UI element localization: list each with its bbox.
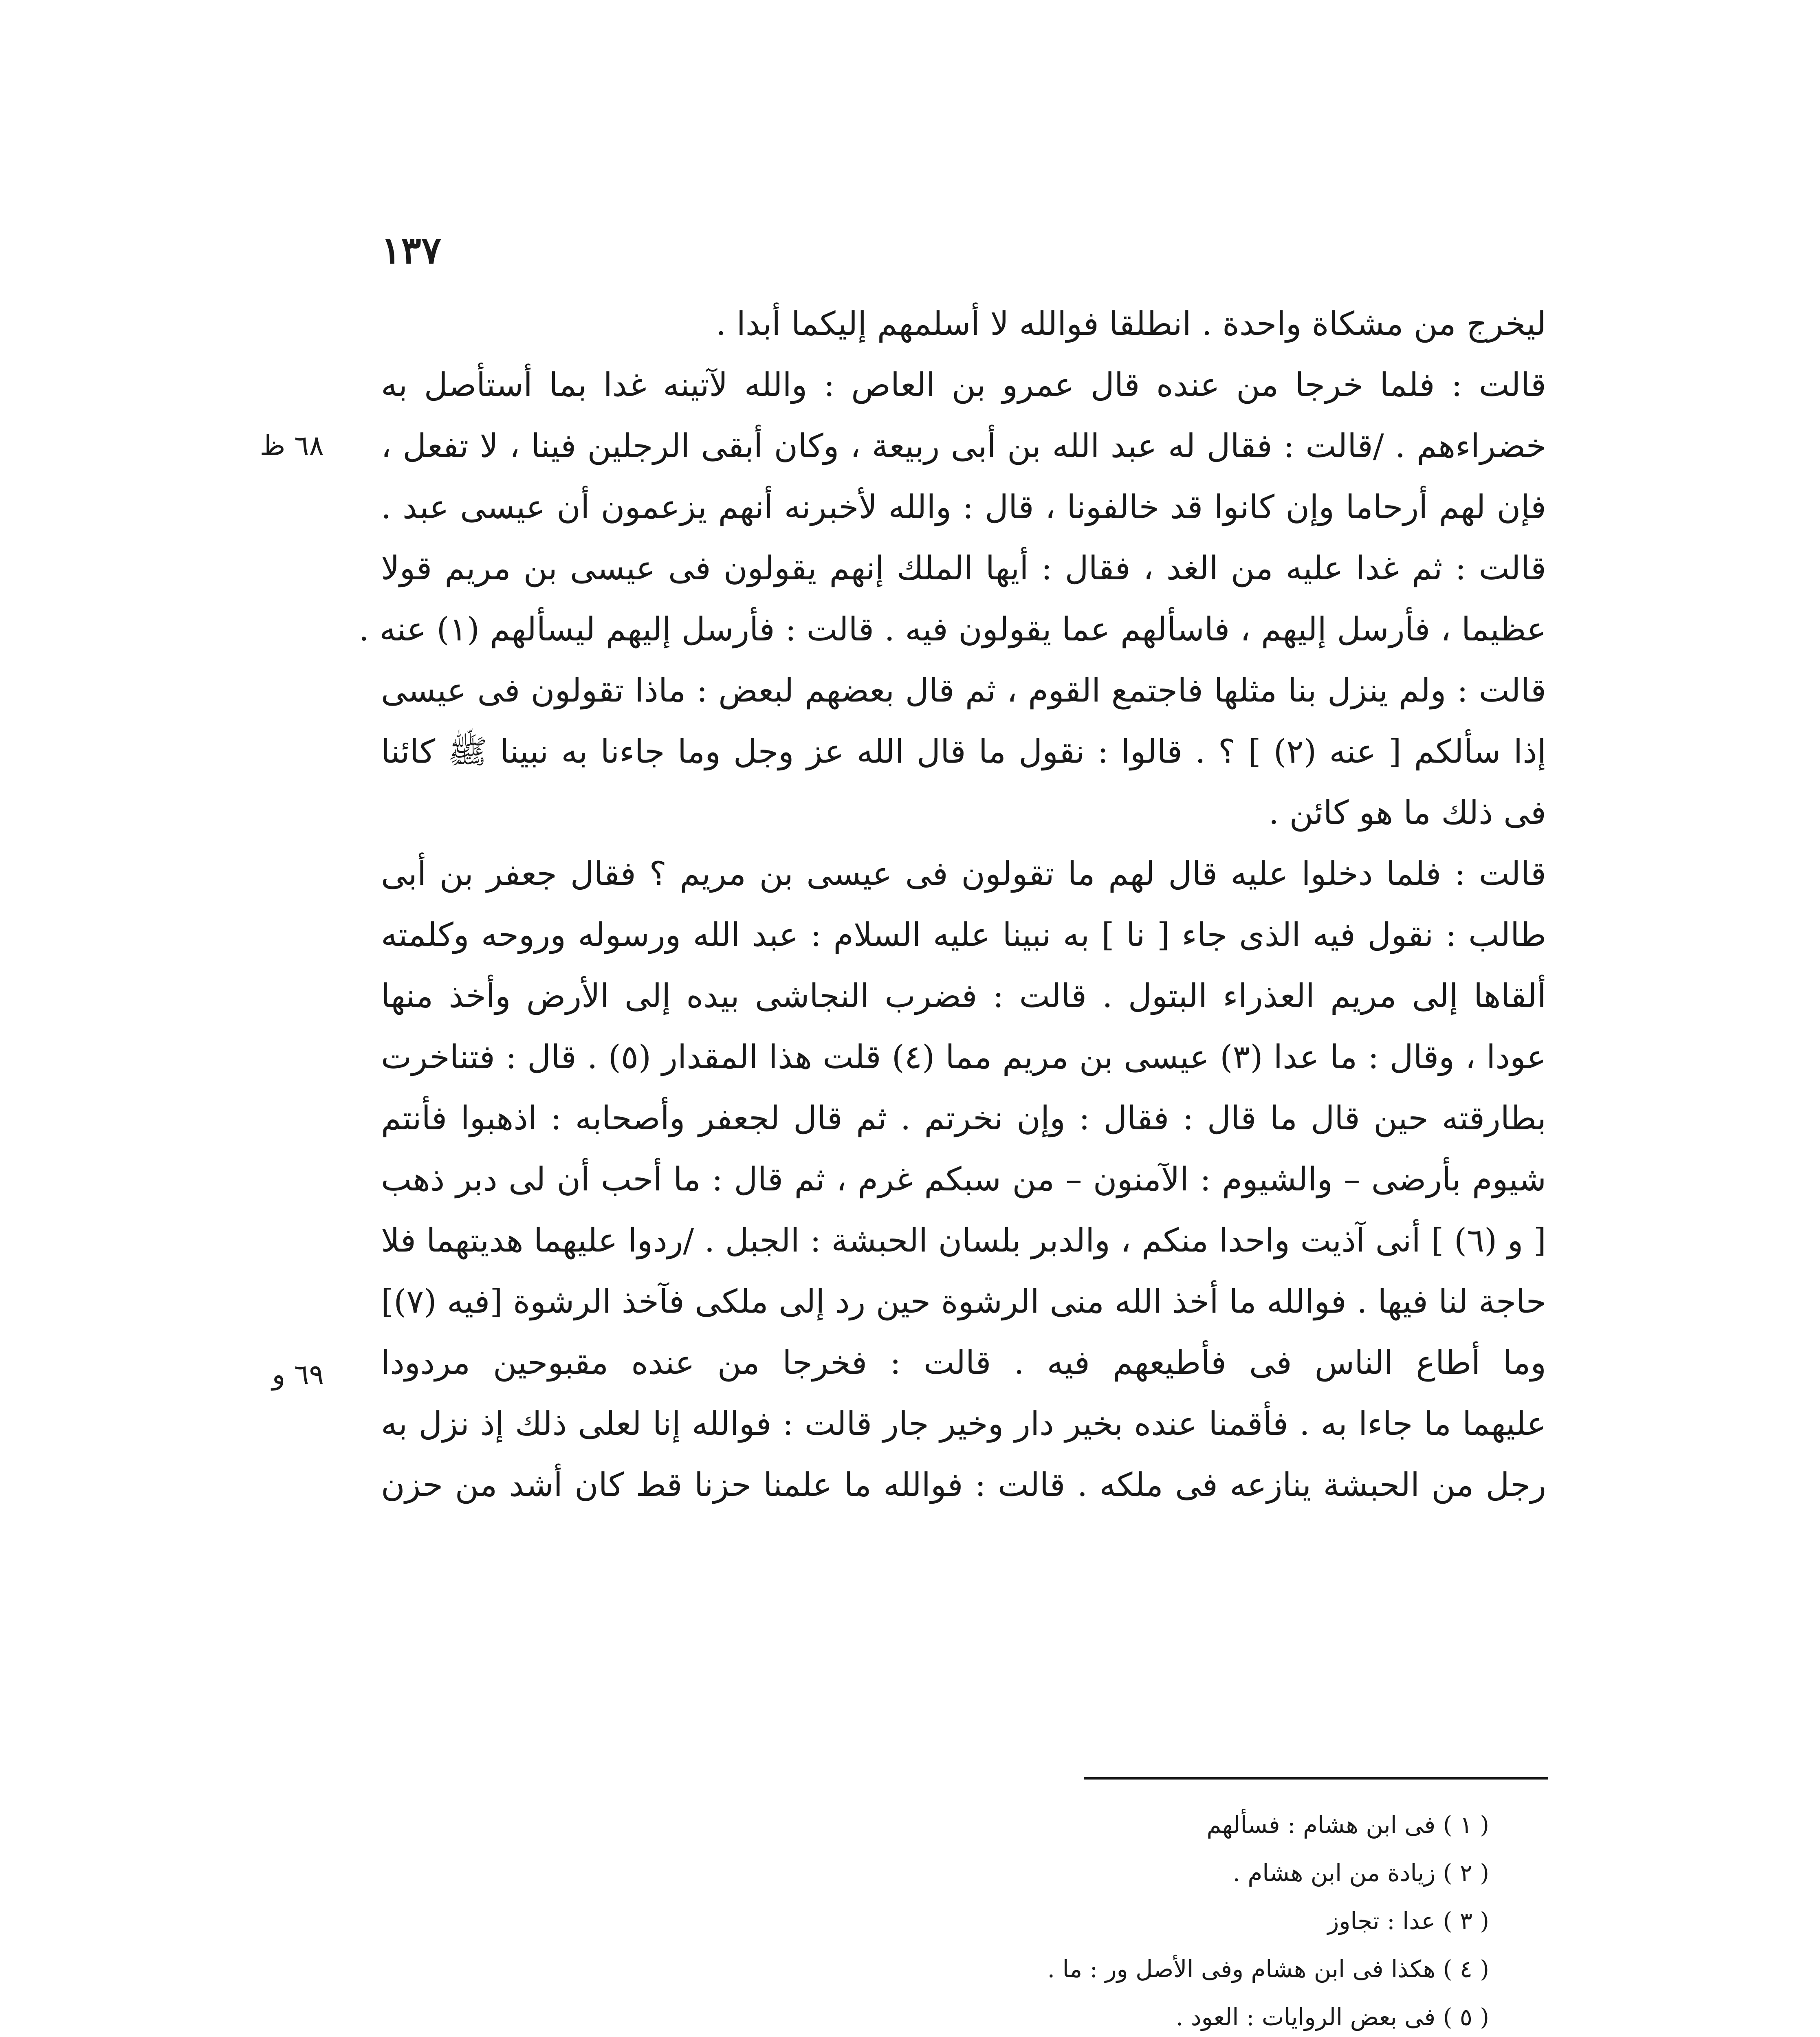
text-line: ألقاها إلى مريم العذراء البتول . قالت : فضرب النجاشى بيده إلى الأرض وأخذ منها [381, 977, 1546, 1015]
text-line: قالت : ثم غدا عليه من الغد ، فقال : أيها الملك إنهم يقولون فى عيسى بن مريم قولا [381, 549, 1547, 587]
text-line: قالت : فلما دخلوا عليه قال لهم ما تقولون فى عيسى بن مريم ؟ فقال جعفر بن أبى [381, 855, 1547, 893]
text-line: قالت : فلما خرجا من عنده قال عمرو بن العاص : والله لآتينه غدا بما أستأصل به [381, 366, 1546, 404]
text-line: فإن لهم أرحاما وإن كانوا قد خالفونا ، قال : والله لأخبرنه أنهم يزعمون أن عيسى عبد . [381, 488, 1546, 526]
text-line: قالت : ولم ينزل بنا مثلها فاجتمع القوم ، ثم قال بعضهم لبعض : ماذا تقولون فى عيسى [381, 671, 1546, 709]
footnote: ( ٤ ) هكذا فى ابن هشام وفى الأصل ور : ما . [1047, 1955, 1489, 1983]
body-text [359, 293, 1547, 1516]
text-line: طالب : نقول فيه الذى جاء [ نا ] به نبينا عليه السلام : عبد الله ورسوله وروحه وكلمته [381, 916, 1546, 954]
page-number: ١٣٧ [381, 228, 442, 272]
text-line: عظيما ، فأرسل إليهم ، فاسألهم عما يقولون فيه . قالت : فأرسل إليهم ليسألهم (١) عنه . [359, 610, 1546, 648]
text-line: [ و (٦) ] أنى آذيت واحدا منكم ، والدبر بلسان الحبشة : الجبل . /ردوا عليهما هديتهما فلا [381, 1221, 1546, 1259]
margin-note-folio-69: ٦٩ و [272, 1359, 324, 1391]
text-line: عليهما ما جاءا به . فأقمنا عنده بخير دار وخير جار قالت : فوالله إنا لعلى ذلك إذ نزل به [381, 1405, 1546, 1443]
footnotes [381, 1801, 1489, 2037]
margin-note-folio-68: ٦٨ ظ [260, 430, 324, 462]
footnote: ( ٣ ) عدا : تجاوز [1327, 1907, 1489, 1935]
footnote: ( ٥ ) فى بعض الروايات : العود . [1175, 2003, 1489, 2031]
text-line: عودا ، وقال : ما عدا (٣) عيسى بن مريم مما (٤) قلت هذا المقدار (٥) . قال : فتناخرت [381, 1038, 1547, 1076]
text-line: شيوم بأرضى – والشيوم : الآمنون – من سبكم غرم ، ثم قال : ما أحب أن لى دبر ذهب [381, 1160, 1546, 1198]
text-line: خضراءهم . /قالت : فقال له عبد الله بن أبى ربيعة ، وكان أبقى الرجلين فينا ، لا تفعل ، [381, 427, 1546, 465]
text-line: فى ذلك ما هو كائن . [1268, 794, 1546, 832]
text-line: بطارقته حين قال ما قال : فقال : وإن نخرتم . ثم قال لجعفر وأصحابه : اذهبوا فأنتم [381, 1099, 1546, 1137]
text-line: ليخرج من مشكاة واحدة . انطلقا فوالله لا أسلمهم إليكما أبدا . [715, 305, 1546, 343]
text-line: وما أطاع الناس فى فأطيعهم فيه . قالت : فخرجا من عنده مقبوحين مردودا [381, 1344, 1546, 1381]
text-line: رجل من الحبشة ينازعه فى ملكه . قالت : فوالله ما علمنا حزنا قط كان أشد من حزن [381, 1466, 1546, 1504]
footnote-rule [1084, 1777, 1548, 1780]
text-line: حاجة لنا فيها . فوالله ما أخذ الله منى الرشوة حين رد إلى ملكى فآخذ الرشوة [فيه (٧)] [381, 1282, 1546, 1320]
footnote: ( ٢ ) زيادة من ابن هشام . [1232, 1859, 1489, 1887]
text-line: إذا سألكم [ عنه (٢) ] ؟ . قالوا : نقول ما قال الله عز وجل وما جاءنا به نبينا ﷺ كائنا [381, 733, 1547, 770]
footnote: ( ١ ) فى ابن هشام : فسألهم [1206, 1811, 1489, 1839]
